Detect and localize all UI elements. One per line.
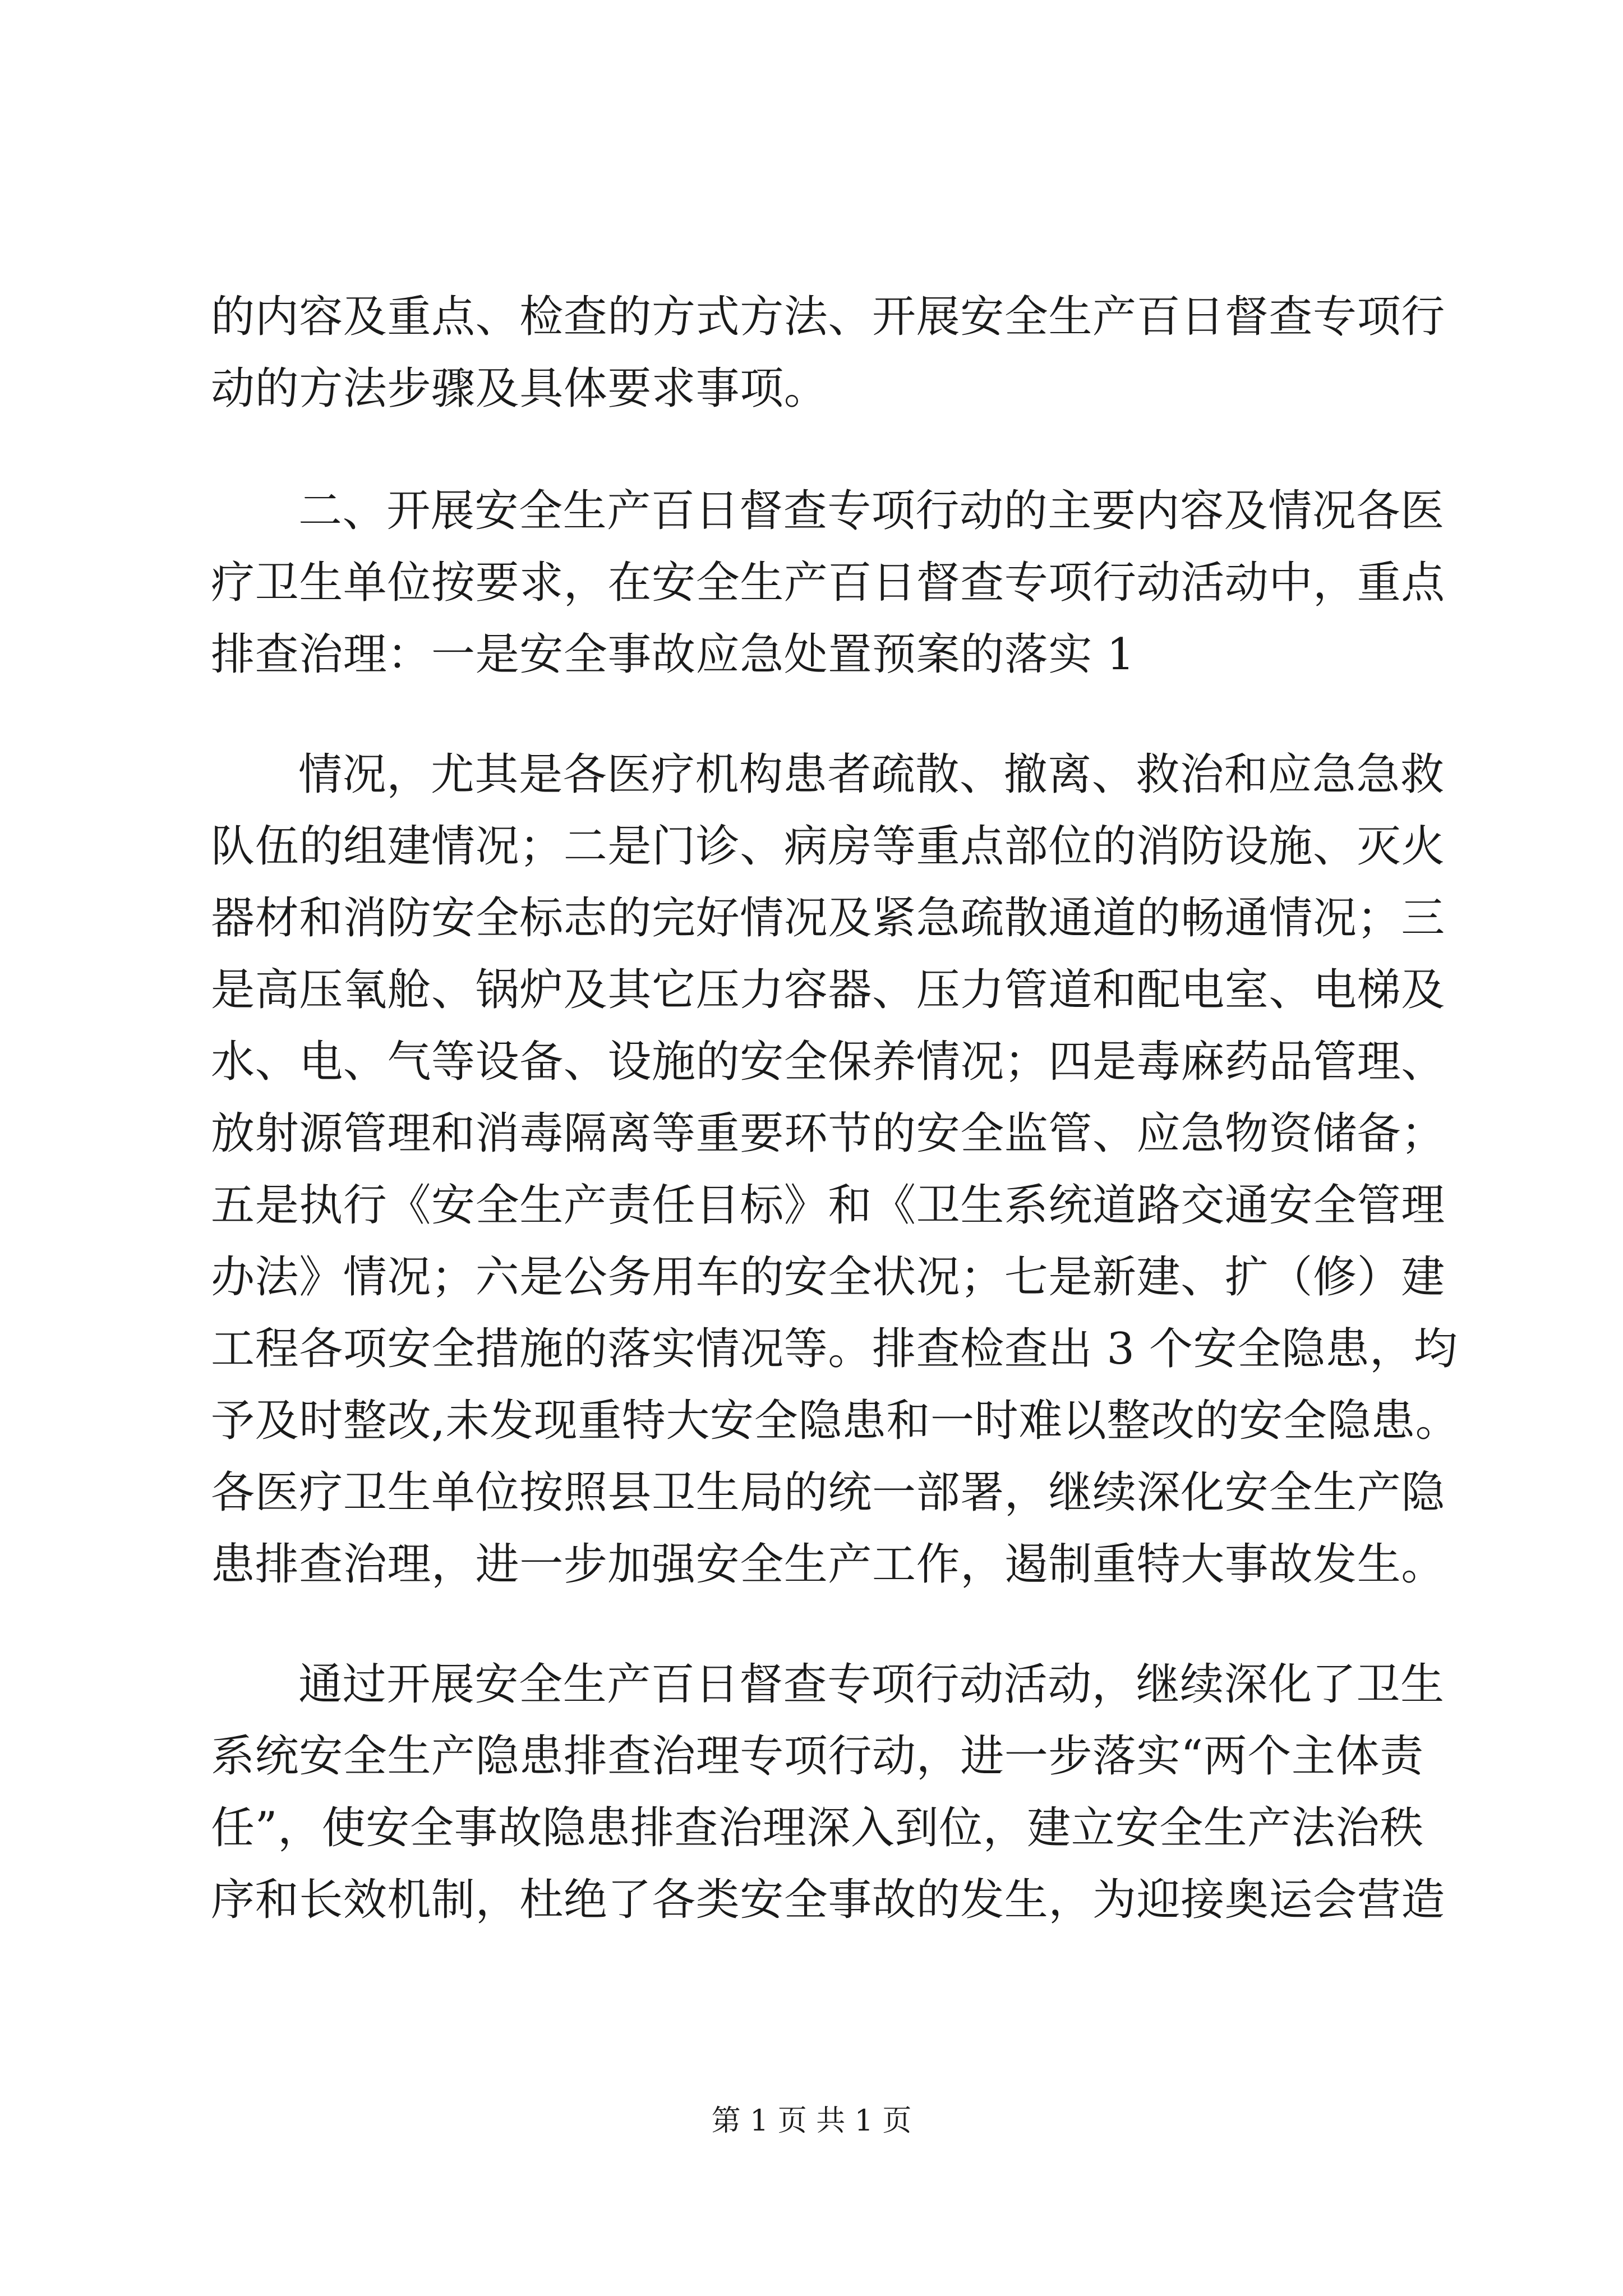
text-line: 办法》情况；六是公务用车的安全状况；七是新建、扩（修）建 [211, 1252, 1445, 1303]
text-line: 排查治理：一是安全事故应急处置预案的落实 1 [211, 629, 1135, 680]
paragraph-start-line: 情况，尤其是各医疗机构患者疏散、撤离、救治和应急急救 [298, 749, 1445, 800]
text-line: 工程各项安全措施的落实情况等。排查检查出 3 个安全隐患，均 [211, 1324, 1458, 1374]
text-line: 放射源管理和消毒隔离等重要环节的安全监管、应急物资储备； [211, 1108, 1445, 1159]
text-line: 动的方法步骤及具体要求事项。 [211, 364, 828, 414]
text-line: 队伍的组建情况；二是门诊、病房等重点部位的消防设施、灭火 [211, 821, 1445, 872]
text-line: 各医疗卫生单位按照县卫生局的统一部署，继续深化安全生产隐 [211, 1467, 1445, 1518]
text-line: 系统安全生产隐患排查治理专项行动，进一步落实“两个主体责 [211, 1731, 1424, 1782]
text-line: 患排查治理，进一步加强安全生产工作，遏制重特大事故发生。 [211, 1539, 1445, 1590]
page-number-footer: 第 1 页 共 1 页 [711, 2104, 912, 2138]
text-line: 序和长效机制，杜绝了各类安全事故的发生，为迎接奥运会营造 [211, 1875, 1445, 1925]
text-line: 是高压氧舱、锅炉及其它压力容器、压力管道和配电室、电梯及 [211, 965, 1445, 1015]
text-line: 任”，使安全事故隐患排查治理深入到位，建立安全生产法治秩 [211, 1803, 1424, 1853]
paragraph-start-line: 通过开展安全生产百日督查专项行动活动，继续深化了卫生 [298, 1659, 1445, 1710]
text-line: 器材和消防安全标志的完好情况及紧急疏散通道的畅通情况；三 [211, 893, 1445, 944]
text-line: 的内容及重点、检查的方式方法、开展安全生产百日督查专项行 [211, 292, 1445, 342]
text-line: 疗卫生单位按要求，在安全生产百日督查专项行动活动中，重点 [211, 558, 1445, 608]
text-line: 五是执行《安全生产责任目标》和《卫生系统道路交通安全管理 [211, 1180, 1445, 1231]
paragraph-start-line: 二、开展安全生产百日督查专项行动的主要内容及情况各医 [298, 486, 1445, 536]
text-line: 予及时整改,未发现重特大安全隐患和一时难以整改的安全隐患。 [211, 1396, 1460, 1446]
text-line: 水、电、气等设备、设施的安全保养情况；四是毒麻药品管理、 [211, 1037, 1445, 1087]
